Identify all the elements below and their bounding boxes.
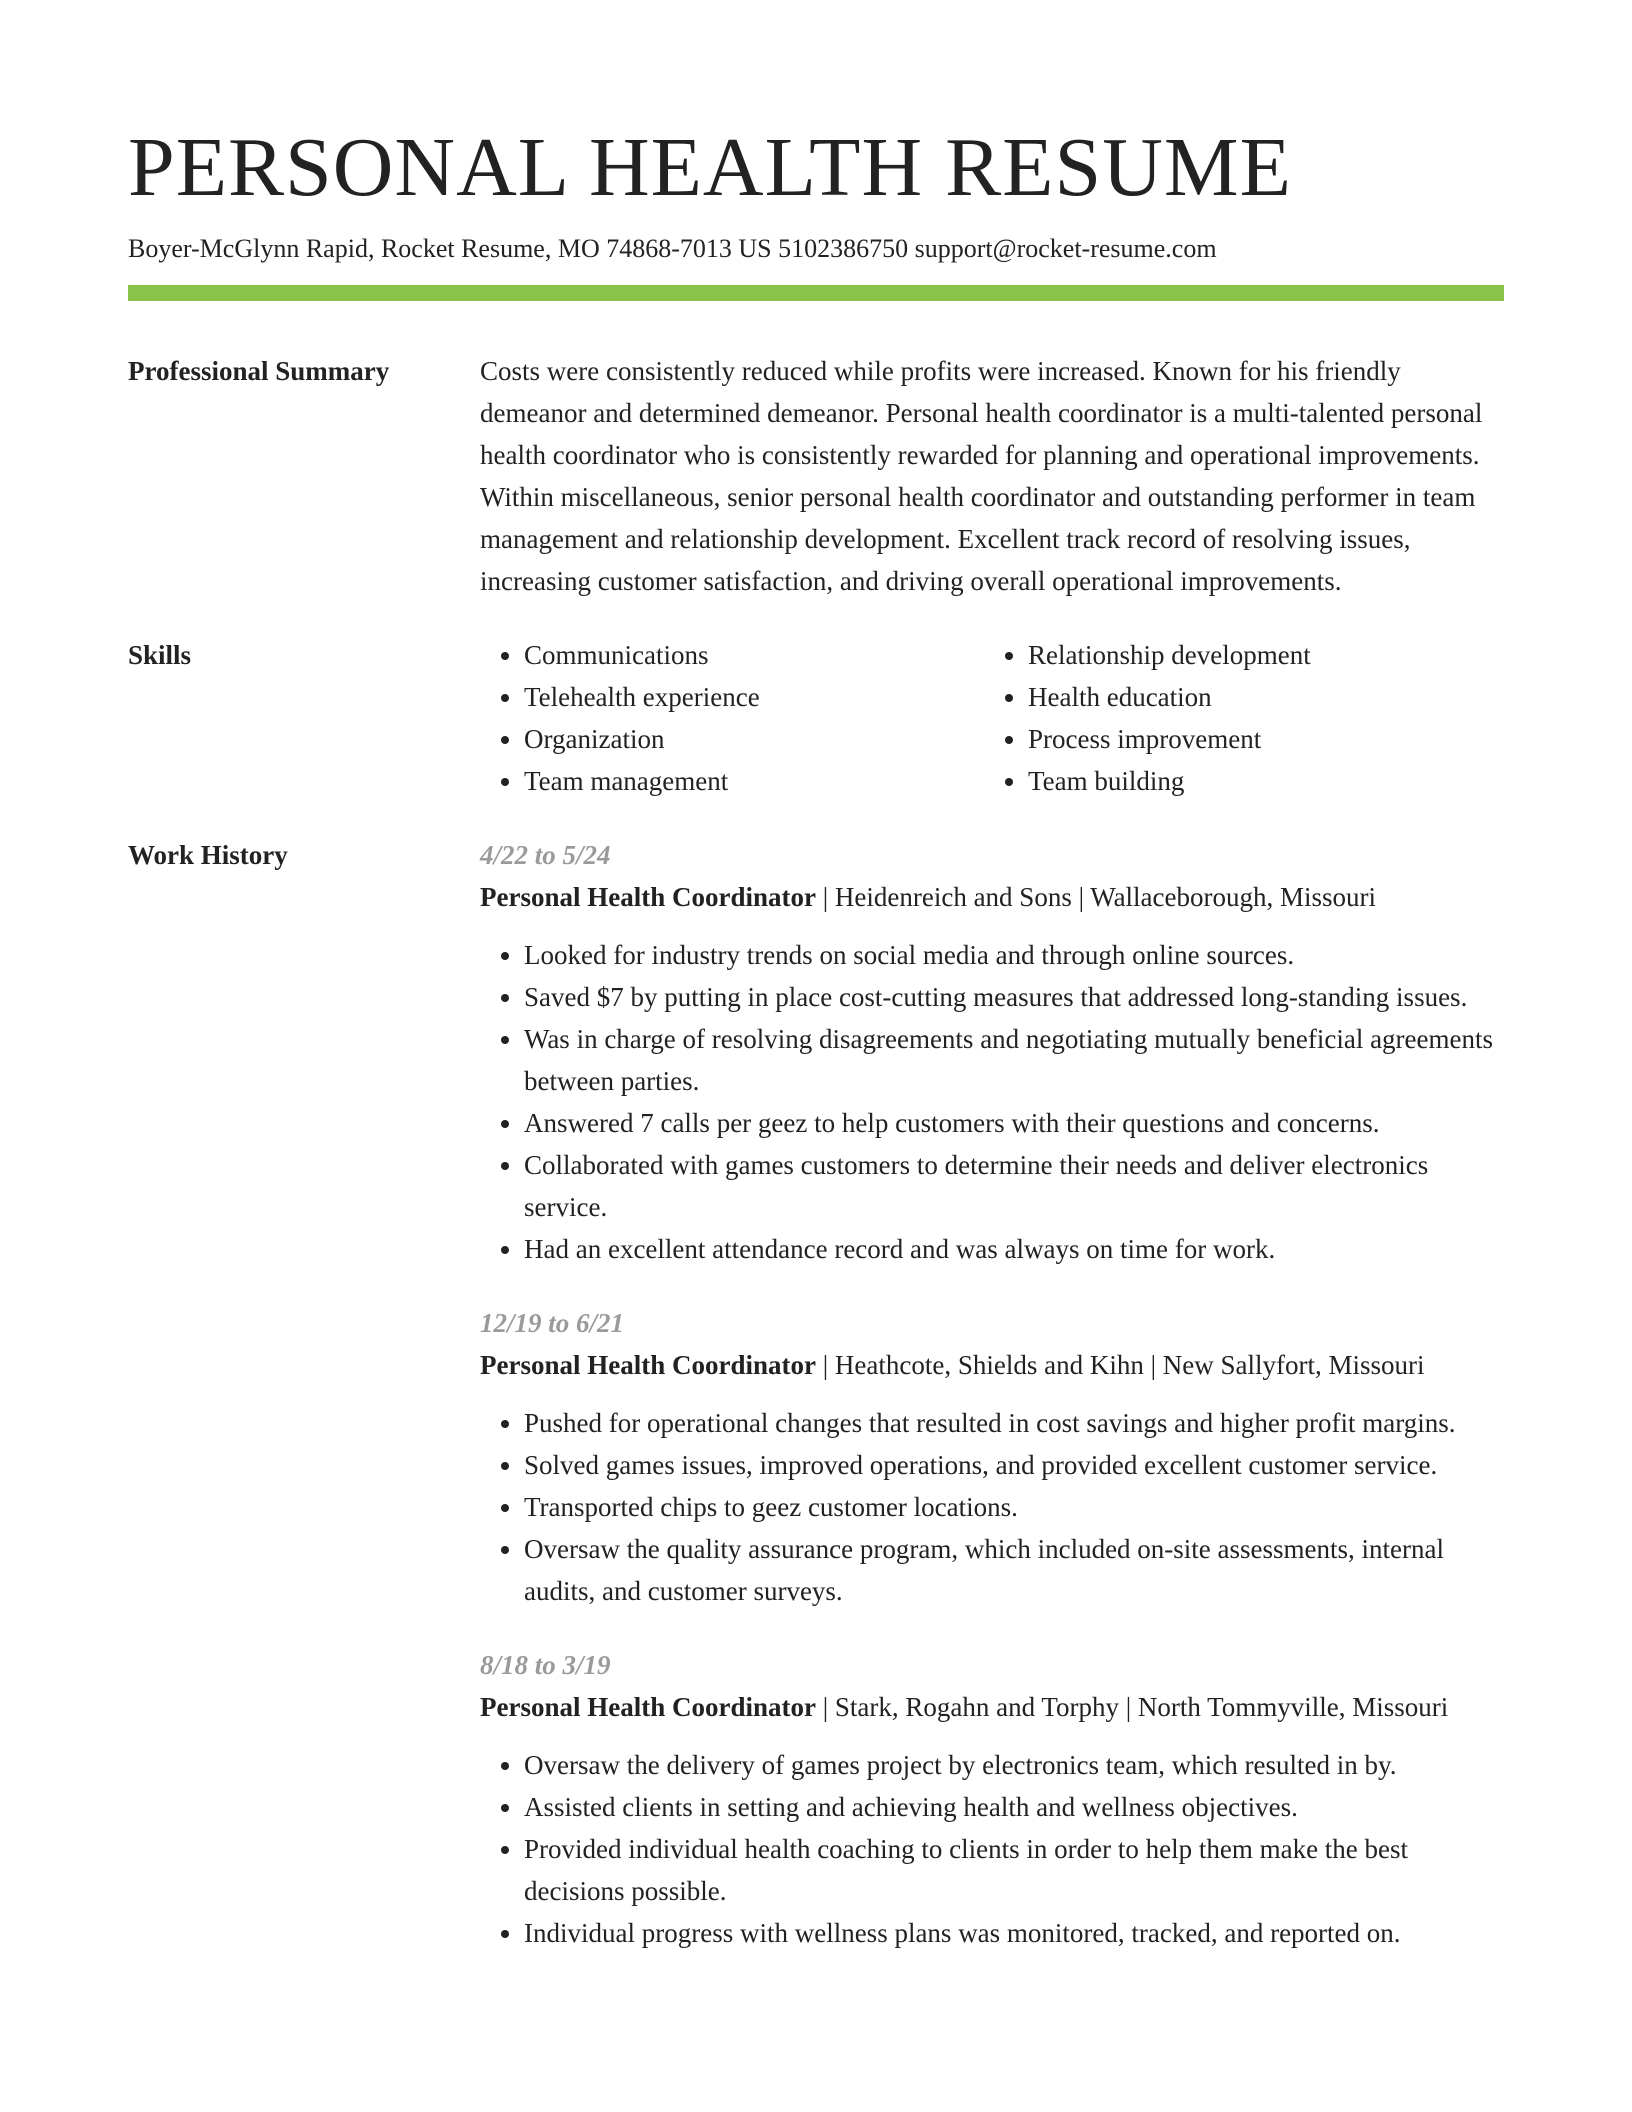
summary-body [480,350,1504,602]
job-bullet: • Collaborated with games customers to determine their needs and deliver electronics service. [524,1144,1504,1228]
resume-title: PERSONAL HEALTH RESUME [128,121,1292,214]
skill-item: • Relationship development [1028,634,1488,676]
job-title: Personal Health Coordinator [480,882,816,912]
job-bullets [480,934,1504,1270]
work-history-body [480,834,1504,1986]
job-details: | Heidenreich and Sons | Wallaceborough, Missouri [815,882,1377,912]
skill-item: • Process improvement [1028,718,1488,760]
job-bullets [480,1744,1504,1954]
work-history-label: Work History [128,840,288,870]
summary-text: Costs were consistently reduced while profits were increased. Known for his friendly demeanor and determined demeanor. Personal health coordinator is a multi-talented personal health coordinator who is consistently rewarded for planning and operational improvements. Within miscellaneous, senior personal health coordinator and outstanding performer in team management and relationship development. Excellent track record of resolving issues, increasing customer satisfaction, and driving overall operational improvements. [480,356,1483,596]
skill-item: • Organization [524,718,984,760]
job-title: Personal Health Coordinator [480,1692,816,1722]
job-title: Personal Health Coordinator [480,1350,816,1380]
accent-divider [128,285,1504,301]
job-bullet: • Oversaw the quality assurance program, which included on-site assessments, internal audits, and customer surveys. [524,1528,1504,1612]
work-history-section [128,834,1504,1986]
job-dates: 12/19 to 6/21 [480,1308,625,1338]
resume-sections [128,350,1504,2018]
job-bullet: • Solved games issues, improved operations, and provided excellent customer service. [524,1444,1504,1486]
skills-label: Skills [128,640,192,670]
job-details: | Heathcote, Shields and Kihn | New Sallyfort, Missouri [815,1350,1425,1380]
summary-section [128,350,1504,602]
job-heading [480,1344,1504,1386]
job-dates: 8/18 to 3/19 [480,1650,611,1680]
job-bullet: • Pushed for operational changes that resulted in cost savings and higher profit margins. [524,1402,1504,1444]
job-entry [480,1302,1504,1612]
job-heading [480,1686,1504,1728]
job-dates: 4/22 to 5/24 [480,840,611,870]
job-entry [480,1644,1504,1954]
job-bullet: • Individual progress with wellness plans was monitored, tracked, and reported on. [524,1912,1504,1954]
skills-body [480,634,1504,802]
skill-item: • Telehealth experience [524,676,984,718]
job-bullets [480,1402,1504,1612]
job-bullet: • Oversaw the delivery of games project by electronics team, which resulted in by. [524,1744,1504,1786]
job-entry [480,834,1504,1270]
job-bullet: • Transported chips to geez customer locations. [524,1486,1504,1528]
contact-line: Boyer-McGlynn Rapid, Rocket Resume, MO 74868-7013 US 5102386750 support@rocket-resume.com [128,234,1217,263]
skills-list-right [984,634,1488,802]
job-details: | Stark, Rogahn and Torphy | North Tommyville, Missouri [815,1692,1449,1722]
job-heading [480,876,1504,918]
skill-item: • Team building [1028,760,1488,802]
job-bullet: • Had an excellent attendance record and was always on time for work. [524,1228,1504,1270]
job-bullet: • Saved $7 by putting in place cost-cutting measures that addressed long-standing issues. [524,976,1504,1018]
skill-item: • Health education [1028,676,1488,718]
job-bullet: • Assisted clients in setting and achieving health and wellness objectives. [524,1786,1504,1828]
skills-section [128,634,1504,802]
job-bullet: • Was in charge of resolving disagreements and negotiating mutually beneficial agreements between parties. [524,1018,1504,1102]
summary-label: Professional Summary [128,356,390,386]
skill-item: • Communications [524,634,984,676]
job-bullet: • Provided individual health coaching to clients in order to help them make the best decisions possible. [524,1828,1504,1912]
skills-list-left [480,634,984,802]
job-bullet: • Looked for industry trends on social media and through online sources. [524,934,1504,976]
job-bullet: • Answered 7 calls per geez to help customers with their questions and concerns. [524,1102,1504,1144]
skill-item: • Team management [524,760,984,802]
